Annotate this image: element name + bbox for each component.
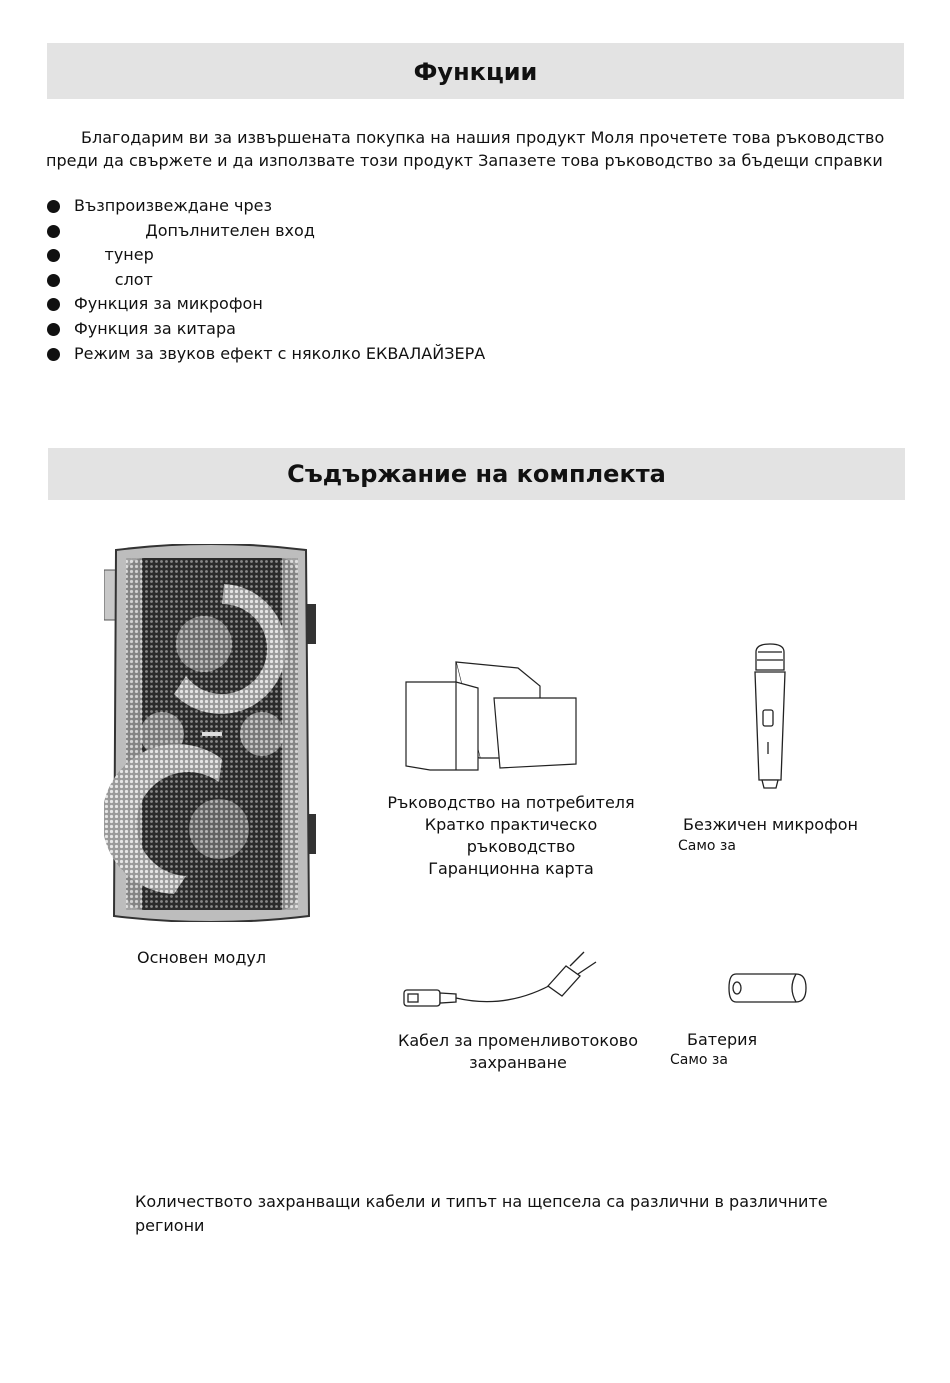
manuals-icon xyxy=(400,658,580,772)
bullet-icon xyxy=(47,200,60,213)
bullet-icon xyxy=(47,274,60,287)
list-item: Режим за звуков ефект с няколко ЕКВАЛАЙЗЕРА xyxy=(46,342,485,367)
manuals-caption: Ръководство на потребителя Кратко практическо ръководство Гаранционна карта xyxy=(387,793,635,878)
battery-caption: Батерия xyxy=(687,1030,758,1049)
battery-icon xyxy=(726,968,810,1008)
microphone-note: Само за xyxy=(678,838,736,854)
battery-note: Само за xyxy=(670,1052,728,1068)
footnote: Количеството захранващи кабели и типът на щепсела са различни в различните региони xyxy=(135,1192,828,1235)
features-heading: Функции xyxy=(47,43,904,99)
bullet-icon xyxy=(47,298,60,311)
list-item: Възпроизвеждане чрез xyxy=(46,194,485,219)
microphone-caption: Безжичен микрофон xyxy=(683,815,858,834)
ac-cable-caption: Кабел за променливотоково захранване xyxy=(398,1031,638,1072)
features-list xyxy=(46,194,485,366)
list-item: Допълнителен вход xyxy=(46,219,485,244)
list-item: Функция за микрофон xyxy=(46,292,485,317)
main-unit-caption: Основен модул xyxy=(137,948,267,967)
bullet-icon xyxy=(47,348,60,361)
microphone-icon xyxy=(750,642,790,792)
intro-line-2: преди да свържете и да използвате този продукт Запазете това ръководство за бъдещи справки xyxy=(46,151,883,170)
bullet-icon xyxy=(47,249,60,262)
bullet-icon xyxy=(47,225,60,238)
list-item: слот xyxy=(46,268,485,293)
power-cable-icon xyxy=(398,946,608,1016)
intro-line-1: Благодарим ви за извършената покупка на нашия продукт Моля прочетете това ръководство xyxy=(81,128,885,147)
list-item: тунер xyxy=(46,243,485,268)
speaker-image xyxy=(104,544,318,922)
intro-text xyxy=(46,126,896,172)
bullet-icon xyxy=(47,323,60,336)
list-item: Функция за китара xyxy=(46,317,485,342)
contents-heading: Съдържание на комплекта xyxy=(48,448,905,500)
